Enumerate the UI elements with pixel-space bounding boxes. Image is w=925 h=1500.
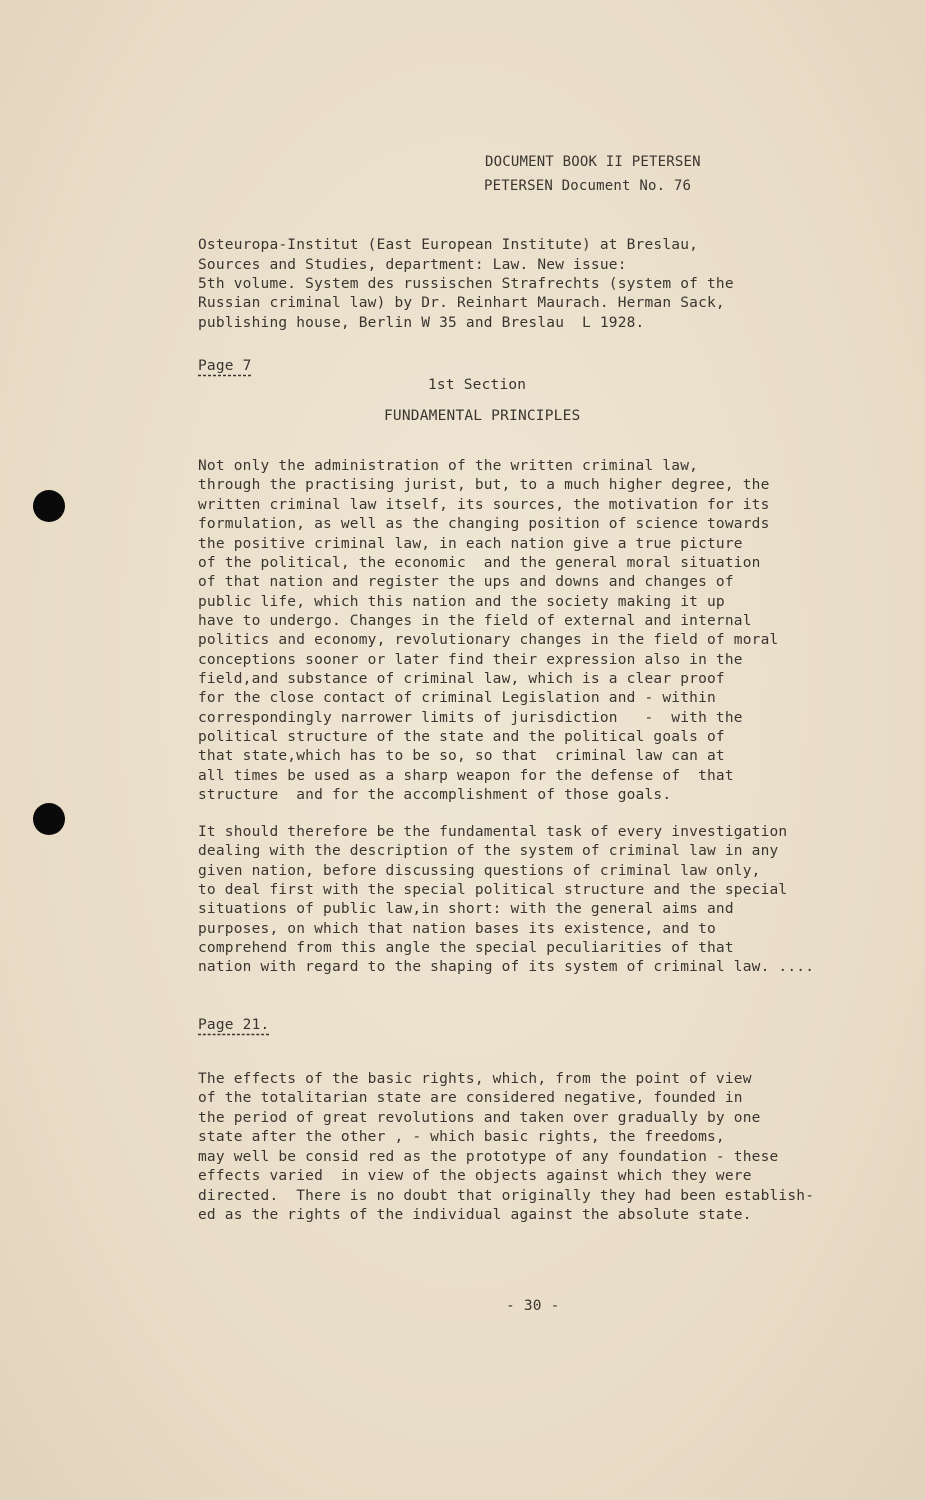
citation-line: Russian criminal law) by Dr. Reinhart Maurach. Herman Sack, xyxy=(198,295,725,311)
text-line: dealing with the description of the system of criminal law in any xyxy=(198,843,779,859)
text-line: of the political, the economic and the general moral situation xyxy=(198,555,761,571)
text-line: the positive criminal law, in each nation give a true picture xyxy=(198,536,743,552)
text-line: The effects of the basic rights, which, from the point of view xyxy=(198,1071,752,1087)
text-line: situations of public law,in short: with the general aims and xyxy=(198,901,734,917)
text-line: It should therefore be the fundamental task of every investigation xyxy=(198,824,788,840)
citation-line: Osteuropa-Institut (East European Institute) at Breslau, xyxy=(198,237,699,253)
punch-hole-top xyxy=(33,490,65,522)
page-7-label: Page 7 xyxy=(198,358,252,374)
text-line: Not only the administration of the written criminal law, xyxy=(198,458,699,474)
text-line: directed. There is no doubt that originally they had been establish- xyxy=(198,1188,815,1204)
citation-line: publishing house, Berlin W 35 and Breslau L 1928. xyxy=(198,315,645,331)
text-line: effects varied in view of the objects against which they were xyxy=(198,1168,752,1184)
document-number: PETERSEN Document No. 76 xyxy=(484,178,692,194)
text-line: correspondingly narrower limits of jurisdiction - with the xyxy=(198,710,743,726)
text-line: given nation, before discussing questions of criminal law only, xyxy=(198,863,761,879)
text-line: written criminal law itself, its sources, the motivation for its xyxy=(198,497,770,513)
text-line: structure and for the accomplishment of those goals. xyxy=(198,787,672,803)
text-line: comprehend from this angle the special peculiarities of that xyxy=(198,940,734,956)
text-line: purposes, on which that nation bases its existence, and to xyxy=(198,921,716,937)
text-line: nation with regard to the shaping of its system of criminal law. .... xyxy=(198,959,815,975)
citation-line: Sources and Studies, department: Law. New issue: xyxy=(198,257,627,273)
text-line: may well be consid red as the prototype of any foundation - these xyxy=(198,1149,779,1165)
text-line: public life, which this nation and the society making it up xyxy=(198,594,725,610)
text-line: the period of great revolutions and taken over gradually by one xyxy=(198,1110,761,1126)
text-line: formulation, as well as the changing position of science towards xyxy=(198,516,770,532)
document-book-title: DOCUMENT BOOK II PETERSEN xyxy=(485,154,701,170)
citation-line: 5th volume. System des russischen Strafrechts (system of the xyxy=(198,276,734,292)
text-line: that state,which has to be so, so that criminal law can at xyxy=(198,748,725,764)
text-line: field,and substance of criminal law, which is a clear proof xyxy=(198,671,725,687)
text-line: for the close contact of criminal Legislation and - within xyxy=(198,690,716,706)
text-line: have to undergo. Changes in the field of external and internal xyxy=(198,613,752,629)
section-title: 1st Section xyxy=(428,377,527,393)
punch-hole-bottom xyxy=(33,803,65,835)
text-line: through the practising jurist, but, to a much higher degree, the xyxy=(198,477,770,493)
page-number: - 30 - xyxy=(506,1298,560,1314)
text-line: politics and economy, revolutionary changes in the field of moral xyxy=(198,632,779,648)
text-line: state after the other , - which basic rights, the freedoms, xyxy=(198,1129,725,1145)
text-line: ed as the rights of the individual against the absolute state. xyxy=(198,1207,752,1223)
page-21-label: Page 21. xyxy=(198,1017,270,1033)
section-heading: FUNDAMENTAL PRINCIPLES xyxy=(384,408,581,424)
text-line: to deal first with the special political structure and the special xyxy=(198,882,788,898)
text-line: of that nation and register the ups and downs and changes of xyxy=(198,574,734,590)
text-line: all times be used as a sharp weapon for the defense of that xyxy=(198,768,734,784)
text-line: political structure of the state and the political goals of xyxy=(198,729,725,745)
text-line: of the totalitarian state are considered negative, founded in xyxy=(198,1090,743,1106)
text-line: conceptions sooner or later find their expression also in the xyxy=(198,652,743,668)
